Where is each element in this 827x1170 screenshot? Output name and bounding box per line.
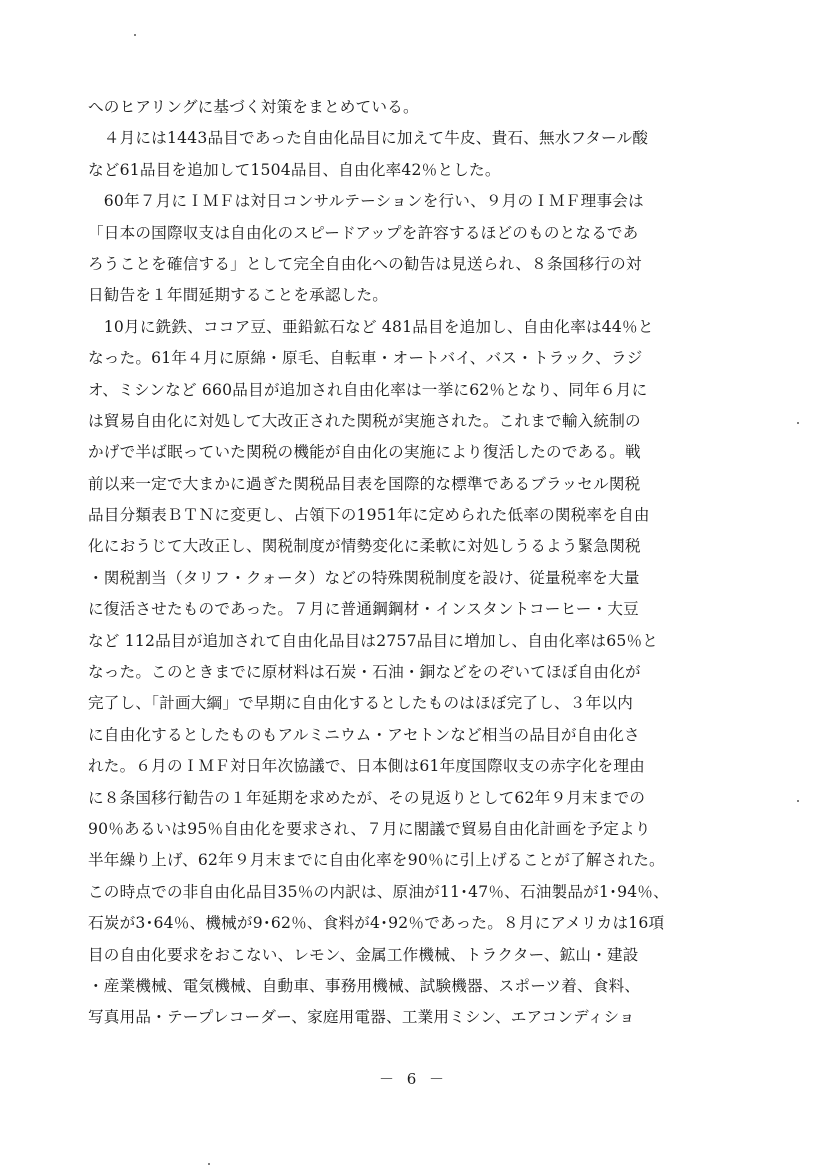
text-line: なった。このときまでに原材料は石炭・石油・銅などをのぞいてほぼ自由化が xyxy=(88,663,641,682)
text-line: 化におうじて大改正し、関税制度が情勢変化に柔軟に対処しうるよう緊急関税 xyxy=(88,537,641,556)
text-line: 「日本の国際収支は自由化のスピードアップを許容するほどのものとなるであ xyxy=(88,223,639,242)
text-line: ろうことを確信する」として完全自由化への勧告は見送られ、８条国移行の対 xyxy=(88,254,642,273)
text-line: に８条国移行勧告の１年延期を求めたが、その見返りとして62年９月末までの xyxy=(88,788,646,807)
page-number: － 6 － xyxy=(378,1070,449,1088)
text-line: など61品目を追加して1504品目、自由化率42％とした。 xyxy=(88,160,501,179)
scan-speck xyxy=(797,800,799,802)
scan-speck xyxy=(797,422,799,424)
text-line: オ、ミシンなど 660品目が追加され自由化率は一挙に62％となり、同年６月に xyxy=(88,380,648,399)
text-line: 10月に銑鉄、ココア豆、亜鉛鉱石など 481品目を追加し、自由化率は44％と xyxy=(88,317,654,336)
text-line: この時点での非自由化品目35％の内訳は、原油が11･47％、石油製品が1･94％、 xyxy=(88,882,669,901)
text-line: は貿易自由化に対処して大改正された関税が実施された。これまで輸入統制の xyxy=(88,411,641,430)
text-line: 写真用品・テープレコーダー、家庭用電器、工業用ミシン、エアコンディショ xyxy=(88,1008,635,1027)
text-line: 60年７月にＩＭＦは対日コンサルテーションを行い、９月のＩＭＦ理事会は xyxy=(88,192,644,211)
text-line: 完了し、「計画大綱」で早期に自由化するとしたものはほぼ完了し、３年以内 xyxy=(88,694,633,713)
text-line: れた。６月のＩＭＦ対日年次協議で、日本側は61年度国際収支の赤字化を理由 xyxy=(88,757,645,776)
text-line: など 112品目が追加されて自由化品目は2757品目に増加し、自由化率は65％と xyxy=(88,631,659,650)
text-line: ・産業機械、電気機械、自動車、事務用機械、試験機器、スポーツ着、食料、 xyxy=(88,976,641,995)
text-line: 90％あるいは95％自由化を要求され、７月に閣議で貿易自由化計画を予定より xyxy=(88,819,651,838)
text-line: に復活させたものであった。７月に普通鋼鋼材・インスタントコーヒー・大豆 xyxy=(88,600,639,619)
text-line: に自由化するとしたものもアルミニウム・アセトンなど相当の品目が自由化さ xyxy=(88,725,640,744)
text-line: 半年繰り上げ、62年９月末までに自由化率を90％に引上げることが了解された。 xyxy=(88,851,665,870)
text-line: 日勧告を１年間延期することを承認した。 xyxy=(88,286,389,305)
text-line: 前以来一定で大まかに過ぎた関税品目表を国際的な標準であるブラッセル関税 xyxy=(88,474,641,493)
body-text xyxy=(88,92,778,1034)
text-line: 品目分類表ＢＴＮに変更し、占領下の1951年に定められた低率の関税率を自由 xyxy=(88,506,650,525)
text-line: かげで半ば眠っていた関税の機能が自由化の実施により復活したのである。戦 xyxy=(88,443,641,462)
scan-speck xyxy=(208,1163,210,1165)
text-line: なった。61年４月に原綿・原毛、自転車・オートバイ、バス・トラック、ラジ xyxy=(88,349,643,368)
text-line: ４月には1443品目であった自由化品目に加えて牛皮、貴石、無水フタール酸 xyxy=(88,129,649,148)
text-line: 目の自由化要求をおこない、レモン、金属工作機械、トラクター、鉱山・建設 xyxy=(88,945,639,964)
text-line: へのヒアリングに基づく対策をまとめている。 xyxy=(88,98,419,116)
scan-speck xyxy=(134,34,136,36)
text-line: 石炭が3･64％、機械が9･62％、食料が4･92％であった。８月にアメリカは16項 xyxy=(88,914,665,933)
text-line: ・関税割当（タリフ・クォータ）などの特殊関税制度を設け、従量税率を大量 xyxy=(88,568,640,587)
